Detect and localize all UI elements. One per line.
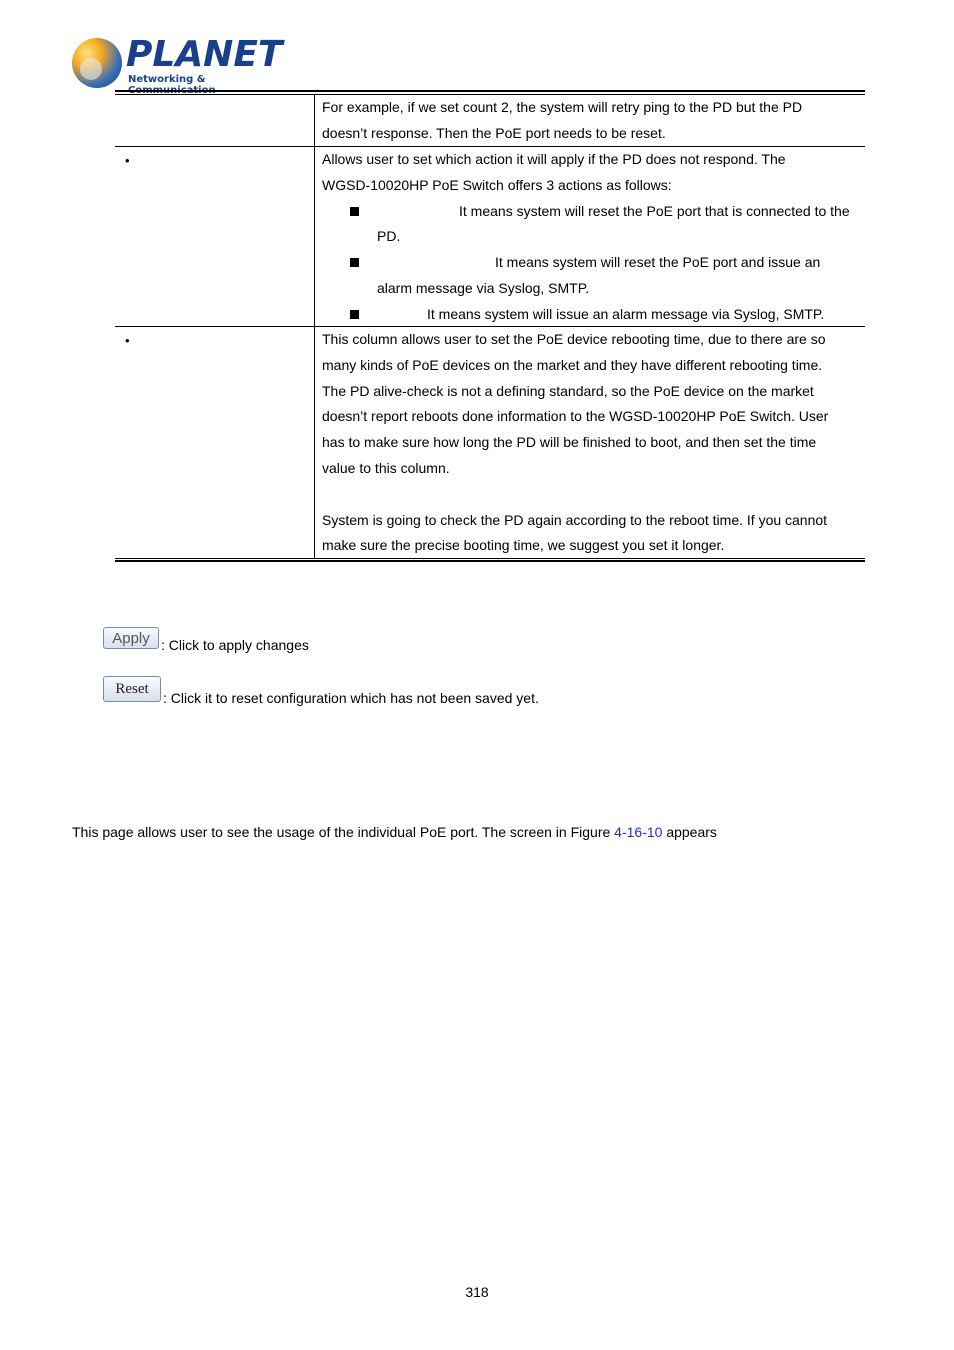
description-line: value to this column. <box>322 459 450 476</box>
square-bullet-icon <box>350 207 359 216</box>
reset-description: : Click it to reset configuration which has not been saved yet. <box>163 690 539 706</box>
table-row <box>115 327 865 559</box>
intro-paragraph <box>72 824 717 840</box>
description-line: Allows user to set which action it will apply if the PD does not respond. The <box>322 151 786 167</box>
logo-brand: PLANET <box>126 34 283 75</box>
action-desc-continued: PD. <box>377 228 401 245</box>
table-cell-description <box>322 95 865 147</box>
description-line: The PD alive-check is not a defining standard, so the PoE device on the market <box>322 382 814 399</box>
logo-tagline: Networking & <box>128 74 206 85</box>
action-desc-continued: alarm message via Syslog, SMTP. <box>377 279 590 296</box>
apply-description: : Click to apply changes <box>161 637 309 653</box>
description-line: WGSD-10020HP PoE Switch offers 3 actions as follows: <box>322 176 672 193</box>
parameter-table <box>115 95 865 559</box>
paragraph-text: This page allows user to see the usage of the individual PoE port. The screen in Figure <box>72 824 615 840</box>
header-rule <box>115 90 865 92</box>
blank-line <box>322 482 857 508</box>
action-item <box>322 250 857 302</box>
action-item <box>322 199 857 251</box>
table-cell-object <box>115 147 315 326</box>
square-bullet-icon <box>350 310 359 319</box>
description-line: This column allows user to set the PoE device rebooting time, due to there are so <box>322 331 826 347</box>
action-item <box>322 302 857 328</box>
page-number: 318 <box>465 1284 489 1300</box>
reset-button[interactable]: Reset <box>103 676 161 702</box>
planet-logo <box>72 34 283 92</box>
description-line: doesn’t report reboots done information to the WGSD-10020HP PoE Switch. User <box>322 408 829 425</box>
figure-link[interactable]: 4-16-10 <box>614 824 663 840</box>
table-bottom-rule-thick <box>115 560 865 562</box>
table-cell-description <box>322 147 865 328</box>
description-line: make sure the precise booting time, we suggest you set it longer. <box>322 537 725 554</box>
square-bullet-icon <box>350 258 359 267</box>
table-bottom-rule <box>115 558 865 559</box>
action-desc: It means system will reset the PoE port and issue an <box>495 254 821 271</box>
action-desc: It means system will reset the PoE port that is connected to the <box>459 202 850 219</box>
description-line: doesn’t response. Then the PoE port needs to be reset. <box>322 124 666 141</box>
description-line: For example, if we set count 2, the system will retry ping to the PD but the PD <box>322 99 803 115</box>
table-row <box>115 95 865 147</box>
paragraph-text-end: appears <box>662 824 717 840</box>
table-cell-object <box>115 327 315 559</box>
description-line: many kinds of PoE devices on the market and they have different rebooting time. <box>322 356 823 373</box>
globe-icon <box>72 38 122 88</box>
table-row <box>115 147 865 327</box>
apply-button[interactable]: Apply <box>103 627 159 649</box>
description-line: has to make sure how long the PD will be finished to boot, and then set the time <box>322 434 817 451</box>
table-cell-object <box>115 95 315 146</box>
bullet-icon: • <box>125 333 130 348</box>
description-line: System is going to check the PD again according to the reboot time. If you cannot <box>322 511 828 528</box>
bullet-icon: • <box>125 153 130 168</box>
action-desc: It means system will issue an alarm message via Syslog, SMTP. <box>427 305 825 322</box>
table-cell-description <box>322 327 865 559</box>
